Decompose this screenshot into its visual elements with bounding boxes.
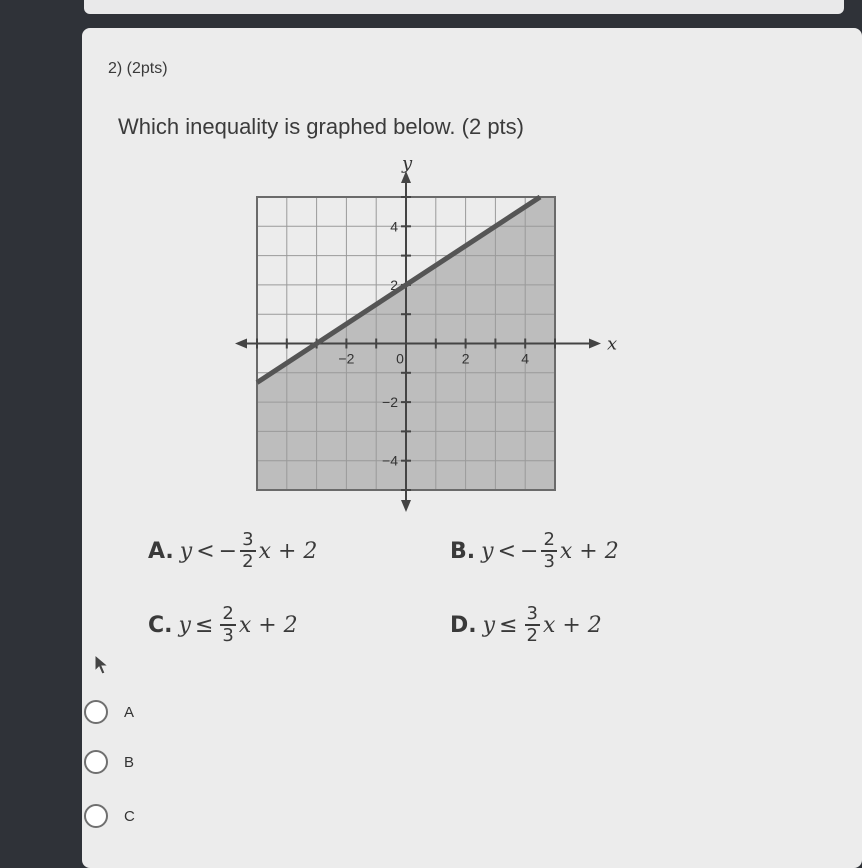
choice-d-numerator: 3	[526, 603, 538, 624]
choice-b-numerator: 2	[543, 529, 555, 550]
previous-question-card	[84, 0, 844, 14]
choice-a-op: <	[196, 538, 215, 564]
question-number: 2) (2pts)	[108, 60, 168, 77]
choice-a-rest: x + 2	[258, 538, 318, 564]
choice-d-rest: x + 2	[542, 612, 602, 638]
choice-d-fraction	[525, 604, 540, 646]
choice-b-fraction	[541, 530, 556, 572]
option-a-radio[interactable]	[84, 700, 108, 724]
choice-c-fraction	[220, 604, 235, 646]
option-a[interactable]	[84, 700, 134, 724]
choice-b-op: <	[497, 538, 517, 564]
choice-b-sign: −	[520, 538, 539, 564]
y-tick-label: −4	[382, 452, 398, 469]
choice-c-var: y	[178, 612, 191, 638]
choice-d-var: y	[482, 612, 496, 638]
option-b[interactable]	[84, 750, 134, 774]
x-tick-label: −2	[338, 350, 355, 367]
choice-c-numerator: 2	[222, 603, 234, 624]
x-axis-label: x	[607, 333, 618, 355]
choice-d-label: D.	[450, 612, 477, 638]
question-prompt: Which inequality is graphed below. (2 pts)	[118, 114, 524, 139]
x-tick-label: 0	[396, 350, 404, 367]
inequality-graph	[230, 153, 618, 520]
choice-d-op: ≤	[499, 612, 518, 638]
mouse-cursor-icon	[94, 654, 110, 676]
y-tick-label: 2	[390, 276, 398, 293]
choice-d-denominator: 2	[526, 625, 538, 646]
choice-a	[148, 530, 317, 572]
x-tick-label: 4	[521, 350, 530, 367]
y-tick-label: −2	[382, 394, 398, 411]
choice-b-var: y	[481, 538, 494, 564]
choice-c-denominator: 3	[222, 625, 234, 646]
choice-a-label: A.	[148, 538, 174, 564]
y-axis-arrow-down-icon	[401, 500, 411, 512]
choice-a-numerator: 3	[242, 529, 254, 550]
y-axis-label: y	[402, 153, 413, 174]
choice-c-op: ≤	[194, 612, 214, 638]
option-b-label: B	[124, 753, 135, 771]
option-b-radio[interactable]	[84, 750, 108, 774]
choice-b-label: B.	[450, 538, 476, 564]
x-axis-arrow-left-icon	[235, 339, 247, 349]
option-c[interactable]	[84, 804, 135, 828]
option-c-radio[interactable]	[84, 804, 108, 828]
option-c-label: C	[124, 807, 135, 825]
choice-a-var: y	[179, 538, 193, 564]
choice-a-sign: −	[218, 538, 238, 564]
x-tick-label: 2	[461, 350, 470, 367]
choice-c-label: C.	[148, 612, 173, 638]
choice-d	[450, 604, 602, 646]
y-tick-label: 4	[390, 218, 398, 235]
choice-b	[450, 530, 619, 572]
option-a-label: A	[124, 703, 135, 721]
choice-a-denominator: 2	[242, 551, 254, 572]
choice-c-rest: x + 2	[238, 612, 298, 638]
choice-b-denominator: 3	[543, 551, 555, 572]
x-axis-arrow-right-icon	[589, 339, 601, 349]
choice-c	[148, 604, 298, 646]
choice-b-rest: x + 2	[559, 538, 619, 564]
choice-a-fraction	[240, 530, 255, 572]
